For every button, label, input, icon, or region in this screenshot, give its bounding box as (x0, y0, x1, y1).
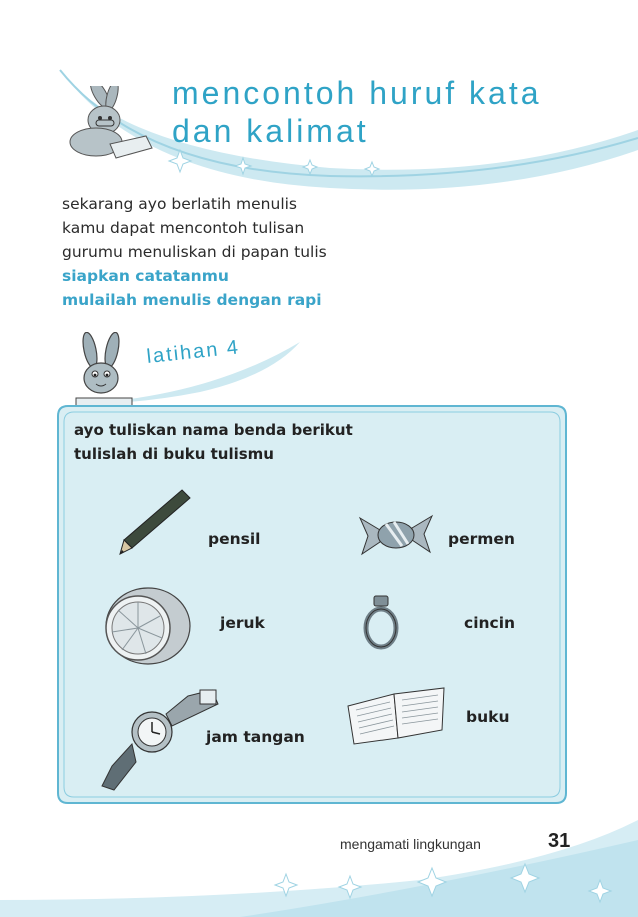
exercise-label: latihan 4 (145, 336, 242, 369)
rabbit-reading-illustration (60, 86, 160, 166)
book-icon (344, 686, 450, 746)
item-label-pensil: pensil (208, 530, 261, 548)
title-line-2: dan kalimat (172, 113, 369, 149)
intro-highlight-2: mulailah menulis dengan rapi (62, 291, 322, 309)
intro-line-2: kamu dapat mencontoh tulisan (62, 219, 305, 237)
intro-paragraph (62, 192, 327, 312)
orange-icon (96, 584, 192, 668)
footer-wave-decoration (0, 780, 638, 917)
item-label-cincin: cincin (464, 614, 516, 632)
instruction-line-2: tulislah di buku tulismu (74, 445, 274, 463)
intro-line-1: sekarang ayo berlatih menulis (62, 195, 298, 213)
item-label-buku: buku (466, 708, 510, 726)
title-line-1: mencontoh huruf kata (172, 75, 542, 111)
footer-section-title: mengamati lingkungan (340, 836, 481, 852)
item-label-jam-tangan: jam tangan (206, 728, 305, 746)
pencil-icon (116, 486, 192, 556)
page-title (172, 74, 542, 150)
intro-highlight-1: siapkan catatanmu (62, 267, 229, 285)
intro-line-3: gurumu menuliskan di papan tulis (62, 243, 327, 261)
item-label-jeruk: jeruk (220, 614, 265, 632)
page-number: 31 (548, 830, 571, 852)
ring-icon (362, 594, 400, 650)
item-label-permen: permen (448, 530, 515, 548)
exercise-instructions (74, 418, 353, 466)
candy-icon (358, 512, 434, 558)
instruction-line-1: ayo tuliskan nama benda berikut (74, 421, 353, 439)
